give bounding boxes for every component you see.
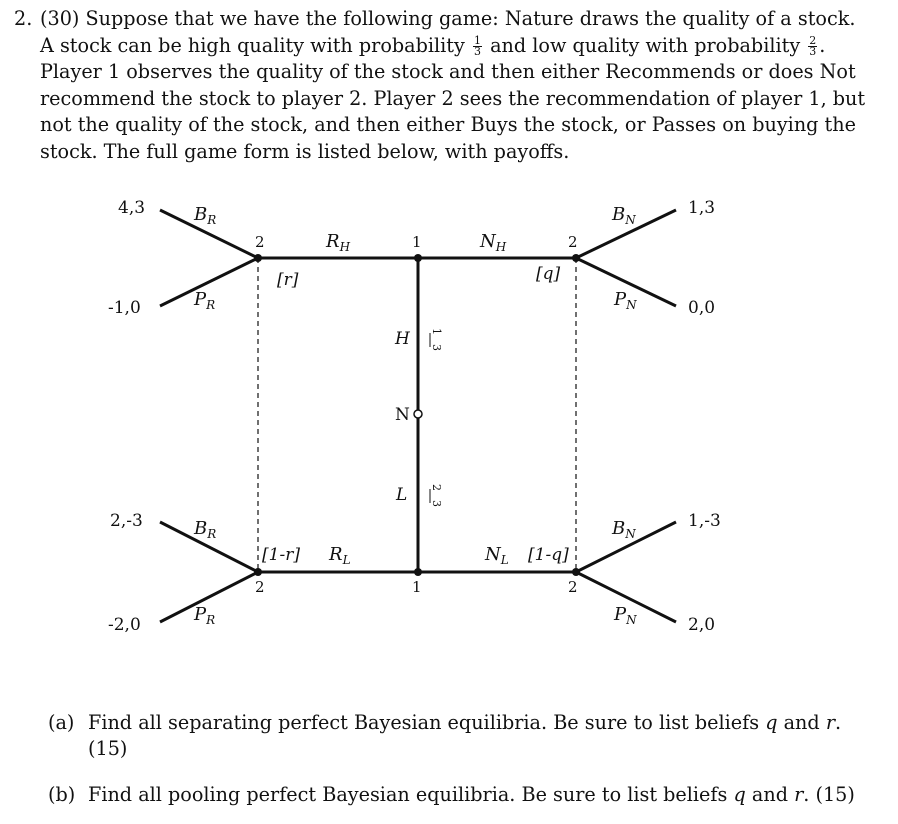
node-p2-right-top [572, 254, 580, 262]
label-BN-top: $B_N$ [612, 204, 636, 227]
question-b [48, 782, 888, 808]
label-RH: $R_H$ [326, 231, 351, 254]
label-L: L [396, 485, 408, 505]
fraction-two-thirds: $\frac{2}{3}$ [809, 34, 817, 59]
label-BN-bottom: $B_N$ [612, 518, 636, 541]
svg-text:1: 1 [430, 328, 443, 335]
label-PN-top: $P_N$ [614, 289, 637, 312]
payoff-right-bottom-B: 1,-3 [688, 511, 721, 531]
node-nature [414, 410, 422, 418]
problem-line-6: stock. The full game form is listed below, with payoffs. [40, 139, 570, 163]
player2-left-bottom-label: 2 [255, 578, 265, 596]
belief-r: [r] [277, 270, 299, 290]
problem-text-2: A stock can be high quality with probability [40, 33, 465, 57]
game-tree-diagram [0, 180, 898, 650]
label-NH: $N_H$ [480, 231, 507, 254]
problem-line-1 [40, 6, 884, 33]
question-a-points: (15) [88, 737, 128, 760]
label-BR-bottom: $B_R$ [194, 518, 217, 541]
belief-q: [q] [536, 264, 561, 284]
nature-label: N [395, 405, 410, 425]
node-p2-left-top [254, 254, 262, 262]
label-PR-bottom: $P_R$ [194, 604, 216, 627]
label-BR-top: $B_R$ [194, 204, 217, 227]
fraction-one-third: $\frac{1}{3}$ [473, 34, 481, 59]
problem-points: (30) [40, 7, 80, 30]
prob-two-thirds [430, 484, 443, 507]
problem-line-5: not the quality of the stock, and then either Buys the stock, or Passes on buying the [40, 113, 856, 137]
problem-statement [14, 6, 884, 166]
payoff-left-bottom-P: -2,0 [108, 615, 141, 635]
payoff-right-top-P: 0,0 [688, 298, 716, 318]
label-H: H [395, 329, 410, 349]
question-a-label: (a) [48, 711, 75, 734]
problem-text-1: Suppose that we have the following game: Nature draws the quality of a stock. [85, 7, 856, 30]
svg-text:2: 2 [430, 484, 443, 491]
label-PR-top: $P_R$ [194, 289, 216, 312]
problem-line-3: Player 1 observes the quality of the stock and then either Recommends or does Not [40, 60, 856, 84]
question-b-label: (b) [48, 783, 76, 806]
label-RL: $R_L$ [329, 544, 351, 567]
belief-1-minus-q: [1-q] [528, 545, 569, 565]
problem-line-4: recommend the stock to player 2. Player 2 sees the recommendation of player 1, but [40, 86, 866, 110]
problem-number: 2. [14, 7, 33, 30]
svg-text:3: 3 [430, 344, 443, 351]
prob-one-third [430, 328, 443, 351]
question-a-text: Find all separating perfect Bayesian equilibria. Be sure to list beliefs q and r. [88, 711, 842, 734]
svg-text:3: 3 [430, 500, 443, 507]
payoff-left-top-B: 4,3 [118, 198, 146, 218]
question-a [48, 710, 888, 762]
payoff-right-top-B: 1,3 [688, 198, 716, 218]
player2-right-bottom-label: 2 [568, 578, 578, 596]
label-NL: $N_L$ [485, 544, 509, 567]
question-b-text: Find all pooling perfect Bayesian equilibria. Be sure to list beliefs q and r. (15) [88, 783, 855, 806]
node-p2-left-bottom [254, 568, 262, 576]
payoff-left-bottom-B: 2,-3 [110, 511, 143, 531]
payoff-left-top-P: -1,0 [108, 298, 141, 318]
node-p1-bottom [414, 568, 422, 576]
problem-line-2: A stock can be high quality with probability $\frac{1}{3}$ and low quality with probability $\frac{2}{3}$ . [40, 33, 826, 59]
node-p1-top [414, 254, 422, 262]
player2-left-top-label: 2 [255, 233, 265, 251]
node-p2-right-bottom [572, 568, 580, 576]
problem-text-3: and low quality with probability [490, 33, 801, 57]
player2-right-top-label: 2 [568, 233, 578, 251]
belief-1-minus-r: [1-r] [262, 545, 300, 565]
player1-bottom-label: 1 [412, 578, 422, 596]
player1-top-label: 1 [412, 233, 422, 251]
payoff-right-bottom-P: 2,0 [688, 615, 716, 635]
label-PN-bottom: $P_N$ [614, 604, 637, 627]
